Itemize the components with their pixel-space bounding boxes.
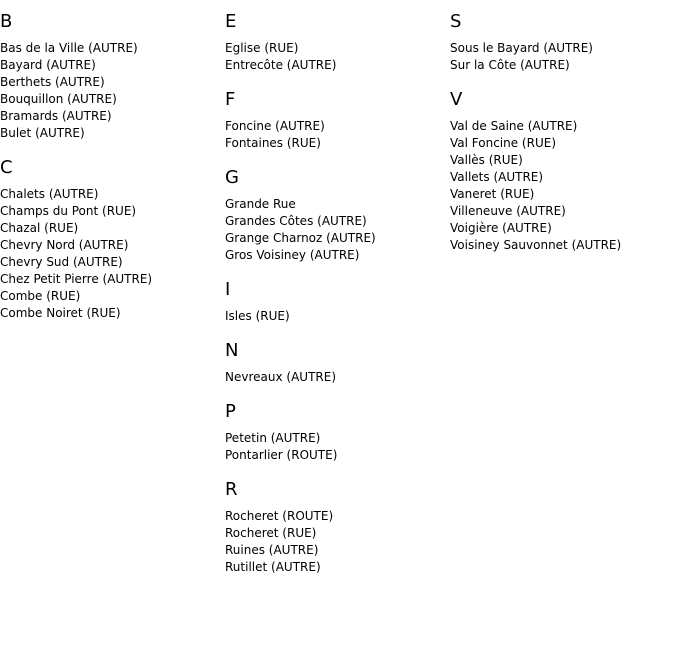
street-item: Entrecôte (AUTRE): [225, 58, 337, 72]
street-item: Val de Saine (AUTRE): [450, 119, 578, 133]
street-item: Grande Rue: [225, 197, 296, 211]
street-item: Chevry Nord (AUTRE): [0, 238, 129, 252]
street-item: Pontarlier (ROUTE): [225, 448, 338, 462]
street-item: Chevry Sud (AUTRE): [0, 255, 123, 269]
letter-group: [225, 279, 450, 325]
letter-group: [225, 340, 450, 386]
street-item: Bulet (AUTRE): [0, 126, 85, 140]
street-item: Nevreaux (AUTRE): [225, 370, 336, 384]
letter-group: [225, 479, 450, 576]
letter-heading: G: [225, 167, 239, 188]
street-item: Sous le Bayard (AUTRE): [450, 41, 593, 55]
letter-heading: E: [225, 11, 237, 32]
street-item: Berthets (AUTRE): [0, 75, 105, 89]
letter-group: [225, 167, 450, 264]
street-item: Voigière (AUTRE): [450, 221, 552, 235]
street-item: Bas de la Ville (AUTRE): [0, 41, 138, 55]
letter-heading: I: [225, 279, 231, 300]
street-item: Grange Charnoz (AUTRE): [225, 231, 376, 245]
street-list: [225, 430, 450, 464]
letter-group: [450, 89, 675, 254]
directory-column-2: [225, 11, 450, 591]
street-item: Bouquillon (AUTRE): [0, 92, 117, 106]
street-list: [225, 308, 450, 325]
street-item: Vallès (RUE): [450, 153, 523, 167]
street-list: [225, 369, 450, 386]
letter-heading: C: [0, 157, 13, 178]
street-list: [225, 508, 450, 576]
street-list: [450, 118, 675, 254]
letter-heading: N: [225, 340, 239, 361]
street-item: Vallets (AUTRE): [450, 170, 544, 184]
letter-group: [225, 11, 450, 74]
street-list: [225, 118, 450, 152]
letter-heading: S: [450, 11, 462, 32]
street-item: Isles (RUE): [225, 309, 290, 323]
letter-group: [225, 401, 450, 464]
street-item: Rocheret (RUE): [225, 526, 317, 540]
street-item: Champs du Pont (RUE): [0, 204, 137, 218]
street-item: Bramards (AUTRE): [0, 109, 112, 123]
street-item: Combe Noiret (RUE): [0, 306, 121, 320]
street-item: Grandes Côtes (AUTRE): [225, 214, 367, 228]
letter-group: [225, 89, 450, 152]
letter-heading: V: [450, 89, 463, 110]
street-item: Rocheret (ROUTE): [225, 509, 334, 523]
letter-heading: P: [225, 401, 236, 422]
directory-column-3: [450, 11, 675, 269]
street-list: [225, 40, 450, 74]
directory-column-1: [0, 11, 225, 337]
street-item: Chazal (RUE): [0, 221, 79, 235]
street-list: [0, 186, 225, 322]
street-list: [450, 40, 675, 74]
letter-heading: R: [225, 479, 238, 500]
letter-heading: B: [0, 11, 13, 32]
street-item: Combe (RUE): [0, 289, 81, 303]
street-item: Sur la Côte (AUTRE): [450, 58, 570, 72]
street-item: Bayard (AUTRE): [0, 58, 96, 72]
street-item: Vaneret (RUE): [450, 187, 535, 201]
letter-group: [0, 157, 225, 322]
street-item: Chalets (AUTRE): [0, 187, 99, 201]
street-item: Chez Petit Pierre (AUTRE): [0, 272, 153, 286]
street-list: [225, 196, 450, 264]
letter-heading: F: [225, 89, 236, 110]
street-item: Eglise (RUE): [225, 41, 299, 55]
street-item: Val Foncine (RUE): [450, 136, 557, 150]
letter-group: [450, 11, 675, 74]
street-item: Gros Voisiney (AUTRE): [225, 248, 360, 262]
street-item: Fontaines (RUE): [225, 136, 321, 150]
street-item: Foncine (AUTRE): [225, 119, 325, 133]
street-item: Ruines (AUTRE): [225, 543, 319, 557]
street-item: Rutillet (AUTRE): [225, 560, 321, 574]
street-list: [0, 40, 225, 142]
street-item: Petetin (AUTRE): [225, 431, 321, 445]
street-item: Voisiney Sauvonnet (AUTRE): [450, 238, 622, 252]
letter-group: [0, 11, 225, 142]
street-item: Villeneuve (AUTRE): [450, 204, 566, 218]
